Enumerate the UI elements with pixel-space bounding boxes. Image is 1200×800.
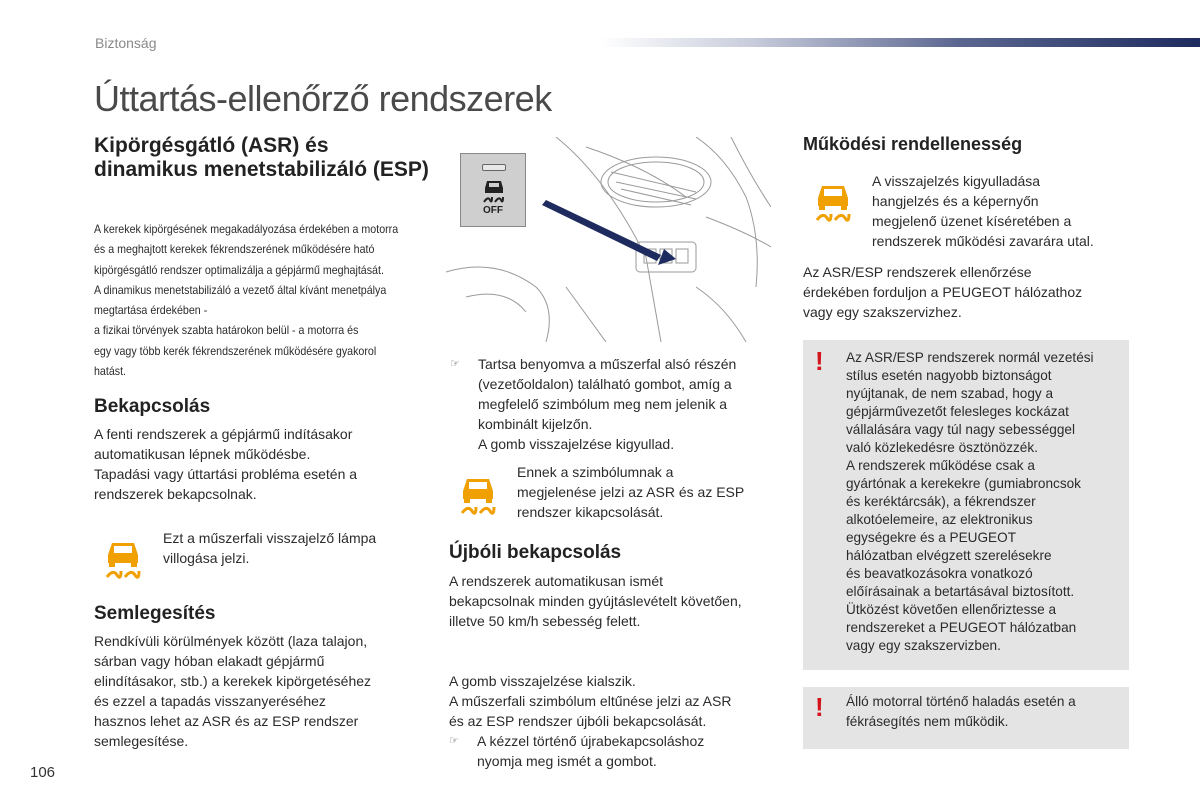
- manual-reactivation-instruction: [449, 731, 807, 771]
- intro-line: A dinamikus menetstabilizáló a vezető által kívánt menetpálya: [94, 283, 387, 297]
- text-line: vállalására vagy túl nagy sebességgel: [846, 422, 1075, 437]
- warning-exclamation-icon: !: [815, 692, 824, 722]
- text-line: rendszerek bekapcsolnak.: [94, 486, 257, 502]
- skidding-car-icon: [458, 473, 498, 517]
- text-line: A visszajelzés kigyulladása: [872, 173, 1041, 189]
- text-line: hangjelzés és a képernyőn: [872, 193, 1039, 209]
- text-line: érdekében forduljon a PEUGEOT hálózathoz: [803, 284, 1083, 300]
- text-line: hálózatban elvégzett szerelésekre: [846, 548, 1052, 563]
- text-line: elindításakor, stb.) a kerekek kipörgetéséhez: [94, 673, 372, 689]
- page-number: 106: [30, 764, 56, 781]
- text-line: és ezzel a tapadás visszanyeréséhez: [94, 693, 326, 709]
- activation-text: [94, 424, 434, 504]
- pointing-hand-icon: ☞: [450, 358, 460, 370]
- reactivation-result-text: [449, 671, 789, 731]
- intro-line: hatást.: [94, 365, 127, 379]
- text-line: A kézzel történő újrabekapcsoláshoz: [477, 733, 705, 749]
- intro-line: és a meghajtott kerekek fékrendszerének működésére ható: [94, 243, 375, 257]
- text-line: illetve 50 km/h sebesség felett.: [449, 613, 641, 629]
- check-text: [803, 262, 1143, 322]
- text-line: A rendszerek automatikusan ismét: [449, 573, 663, 589]
- text-line: rendszer kikapcsolását.: [517, 504, 664, 520]
- off-symbol-note: [517, 462, 787, 522]
- brake-assist-warning-box: [803, 687, 1129, 749]
- intro-line: a fizikai törvények szabta határokon belül - a motorra és: [94, 324, 359, 338]
- text-line: automatikusan lépnek működésbe.: [94, 446, 311, 462]
- section-label: Biztonság: [95, 35, 157, 51]
- skidding-car-icon: [481, 178, 507, 204]
- text-line: megjelenő üzenet kíséretében a: [872, 213, 1072, 229]
- neutralize-heading: Semlegesítés: [94, 603, 216, 624]
- text-line: való közlekedésre ösztönözzék.: [846, 440, 1038, 455]
- safety-warning-text: [846, 349, 1126, 655]
- text-line: vagy egy szakszervizhez.: [803, 304, 962, 320]
- text-line: A rendszerek működése csak a: [846, 458, 1035, 473]
- asr-esp-heading: Kipörgésgátló (ASR) és dinamikus menetstabilizáló (ESP): [94, 134, 429, 181]
- text-line: Rendkívüli körülmények között (laza talajon,: [94, 633, 368, 649]
- text-line: semlegesítése.: [94, 733, 189, 749]
- page-title: Úttartás-ellenőrző rendszerek: [94, 78, 552, 119]
- text-line: megjelenése jelzi az ASR és az ESP: [517, 484, 745, 500]
- esp-off-button: [460, 153, 526, 227]
- brake-assist-warning-text: [846, 692, 1126, 732]
- text-line: előírásainak a betartásával biztosított.: [846, 584, 1075, 599]
- text-line: megfelelő szimbólum meg nem jelenik a: [478, 396, 727, 412]
- text-line: vagy egy szakszervizben.: [846, 638, 1001, 653]
- text-line: rendszerek működési zavarára utal.: [872, 233, 1094, 249]
- text-line: Álló motorral történő haladás esetén a: [846, 694, 1076, 709]
- text-line: és beavatkozásokra vonatkozó: [846, 566, 1033, 581]
- text-line: bekapcsolnak minden gyújtáslevételt követően,: [449, 593, 742, 609]
- text-line: Ennek a szimbólumnak a: [517, 464, 674, 480]
- text-line: rendszereket a PEUGEOT hálózatban: [846, 620, 1077, 635]
- text-line: egységekre és a PEUGEOT: [846, 530, 1016, 545]
- intro-line: A kerekek kipörgésének megakadályozása érdekében a motorra: [94, 223, 399, 236]
- button-led: [482, 164, 506, 171]
- text-line: stílus esetén nagyobb biztonságot: [846, 368, 1052, 383]
- malfunction-heading: Működési rendellenesség: [803, 134, 1023, 154]
- reactivation-heading: Újbóli bekapcsolás: [449, 542, 622, 563]
- text-line: és az ESP rendszer újbóli bekapcsolását.: [449, 713, 707, 729]
- off-label: OFF: [483, 205, 503, 216]
- text-line: és keréktárcsák), a fékrendszer: [846, 494, 1036, 509]
- text-line: nyomja meg ismét a gombot.: [477, 753, 657, 769]
- skidding-car-icon: [813, 180, 853, 224]
- warning-exclamation-icon: !: [815, 346, 824, 376]
- text-line: A gomb visszajelzése kigyullad.: [478, 436, 675, 452]
- intro-line: kipörgésgátló rendszer optimalizálja a gépjármű meghajtását.: [94, 263, 384, 277]
- safety-warning-box: [803, 340, 1129, 670]
- intro-line: egy vagy több kerék fékrendszerének működésére gyakorol: [94, 344, 377, 358]
- text-line: (vezetőoldalon) található gombot, amíg a: [478, 376, 732, 392]
- text-line: gyártónak a kerekekre (gumiabroncsok: [846, 476, 1081, 491]
- text-line: Tartsa benyomva a műszerfal alsó részén: [478, 356, 737, 372]
- intro-text: [94, 220, 434, 382]
- text-line: fékrásegítés nem működik.: [846, 714, 1009, 729]
- reactivation-text: [449, 571, 789, 631]
- indicator-note: [163, 528, 423, 568]
- text-line: nyújtanak, de nem szabad, hogy a: [846, 386, 1054, 401]
- skidding-car-icon: [103, 537, 143, 581]
- text-line: kombinált kijelzőn.: [478, 416, 593, 432]
- text-line: Ütközést követően ellenőriztesse a: [846, 602, 1057, 617]
- text-line: gépjárművezetőt felesleges kockázat: [846, 404, 1069, 419]
- text-line: Az ASR/ESP rendszerek normál vezetési: [846, 350, 1094, 365]
- text-line: Ezt a műszerfali visszajelző lámpa: [163, 530, 377, 546]
- text-line: A műszerfali szimbólum eltűnése jelzi az ASR: [449, 693, 732, 709]
- header-gradient-bar: [600, 38, 1200, 47]
- neutralize-text: [94, 631, 434, 751]
- intro-line: megtartása érdekében -: [94, 304, 208, 318]
- pointing-hand-icon: ☞: [449, 735, 459, 747]
- text-line: villogása jelzi.: [163, 550, 250, 566]
- text-line: Tapadási vagy úttartási probléma esetén a: [94, 466, 358, 482]
- text-line: A gomb visszajelzése kialszik.: [449, 673, 636, 689]
- malfunction-note: [872, 171, 1172, 251]
- text-line: hasznos lehet az ASR és az ESP rendszer: [94, 713, 359, 729]
- text-line: A fenti rendszerek a gépjármű indításakor: [94, 426, 353, 442]
- activation-heading: Bekapcsolás: [94, 396, 211, 417]
- text-line: alkotóelemeire, az elektronikus: [846, 512, 1033, 527]
- text-line: sárban vagy hóban elakadt gépjármű: [94, 653, 325, 669]
- press-button-instruction: [450, 354, 808, 454]
- text-line: Az ASR/ESP rendszerek ellenőrzése: [803, 264, 1032, 280]
